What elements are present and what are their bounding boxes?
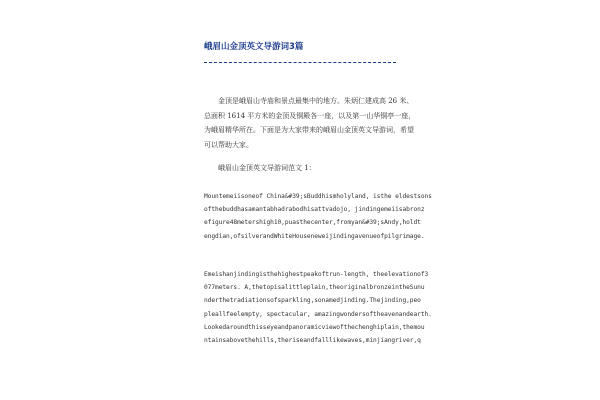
english-line: engdian,ofsilverandWhiteHouseneweijindingavenueofpilgrimage. bbox=[204, 232, 425, 240]
english-line: Mountemeiisoneof China&#39;sBuddhismholyland, isthe eldestsons bbox=[204, 193, 432, 200]
english-paragraph-2 bbox=[204, 268, 432, 347]
english-line: ntainsabovethehills,theriseandfalllikewaves,minjiangriver,q bbox=[204, 337, 421, 345]
english-line: Lookedaroundthisseyeandpanoramicviewofthechenghiplain,themou bbox=[204, 323, 425, 331]
english-line: nderthetradiationsofsparkling,sonamedjinding.Thejinding,peo bbox=[204, 297, 421, 305]
english-line: Emeishanjindingisthehighestpeakoftrun-length, theelevationof3 bbox=[204, 271, 429, 278]
english-paragraph-1 bbox=[204, 190, 432, 243]
title-divider bbox=[204, 62, 396, 63]
intro-paragraph bbox=[204, 94, 416, 152]
english-line: ofthebuddhasamantabhadrabodhisattvadojo, jindingemeiisabronz bbox=[204, 206, 425, 214]
section-subtitle: 峨眉山金顶英文导游词范文 1： bbox=[218, 164, 316, 172]
intro-line: 可以帮助大家。 bbox=[204, 140, 253, 149]
intro-line: 金顶是峨眉山寺庙和景点最集中的地方。朱炳仁建成高 26 米、 bbox=[218, 97, 414, 105]
english-line: pleallfeelempty, spectacular, amazingwondersoftheavenandearth. bbox=[204, 310, 432, 318]
intro-line: 为峨眉精华所在。下面是为大家带来的峨眉山金顶英文导游词，希望 bbox=[204, 126, 414, 134]
intro-line: 总面积 1614 平方米的金顶及铜殿各一座，以及第一山华铜亭一座， bbox=[204, 111, 416, 120]
document-title: 峨眉山金顶英文导游词3篇 bbox=[204, 42, 304, 52]
english-line: 077meters. A,thetopisalittleplain,theoriginalbronzeintheSunu bbox=[204, 284, 425, 292]
english-line: efigure48metershigh10,puasthecenter,fromyan&#39;sAndy,holdt bbox=[204, 219, 421, 227]
